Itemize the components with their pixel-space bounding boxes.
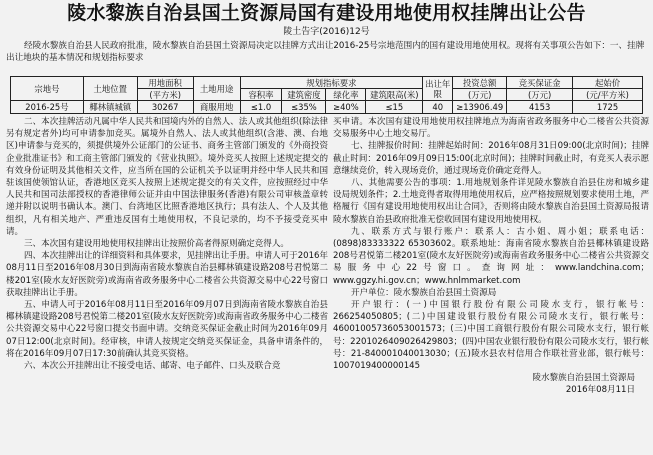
clause-7: 七、挂牌报价时间：挂牌起始时间：2016年08月31日09:00(北京时间)；挂牌截止时间：2016年09月09日15:00(北京时间)；挂牌时间截止时，有竞买人表示愿意继续竞价，转入现场竞价，通过现场竞价确定竞得人。 bbox=[333, 141, 649, 176]
clause-6: 六、本次公开挂牌出让不接受电话、邮寄、电子邮件、口头及联合竞 bbox=[24, 361, 281, 372]
table-row bbox=[11, 101, 643, 114]
cell-parcel-no: 2016-25号 bbox=[11, 101, 84, 114]
left-column bbox=[6, 116, 328, 453]
cell-term: 40 bbox=[423, 101, 453, 114]
cell-coverage: ≤35% bbox=[282, 101, 326, 114]
header-area-unit: (平方米) bbox=[137, 89, 193, 101]
header-start-price-unit: (元/平方米) bbox=[573, 89, 643, 101]
header-location: 土地位置 bbox=[83, 77, 137, 101]
header-coverage: 建筑密度 bbox=[282, 89, 326, 101]
header-planning: 规划指标要求 bbox=[240, 77, 423, 89]
cell-height: ≤15 bbox=[366, 101, 423, 114]
cell-use: 商服用地 bbox=[193, 101, 240, 114]
cell-location: 椰林镇城镇 bbox=[83, 101, 137, 114]
header-parcel-no: 宗地号 bbox=[11, 77, 84, 101]
clause-6-continued: 买申请。本次国有建设用地使用权挂牌地点为海南省政务服务中心二楼省公共资源交易服务中心土地交易厅。 bbox=[333, 117, 649, 140]
intro-paragraph: 经陵水黎族自治县人民政府批准，陵水黎族自治县国土资源局决定以挂牌方式出让2016-25号宗地范围内的国有建设用地使用权。现将有关事项公告如下：一、挂牌出让地块的基本情况和规划指标要求 bbox=[6, 41, 645, 63]
cell-area: 30267 bbox=[137, 101, 193, 114]
bank-accounts: 开户银行：(一)中国银行股份有限公司陵水支行，银行帐号：266254050805；(二)中国建设银行股份有限公司陵水支行，银行帐号：46001005736053001573；(三)中国工商银行股份有限公司陵水支行，银行帐号：2201026409026429803；(四)中国农业银行股份有限公司陵水支行，银行帐号：21-840001040013030；(五)陵水县农村信用合作联社营业部，银行帐号：1007019400000145 bbox=[333, 300, 649, 372]
header-area: 用地面积 bbox=[137, 77, 193, 89]
clause-9: 九、联系方式与银行账户：联系人：古小姐、周小姐；联系电话：(0898)83333322 65303602。联系地址：海南省陵水黎族自治县椰林镇建设路208号君悦第二楼201室(陵水友好医院旁)或海南省政务服务中心二楼省公共资源交易服务中心22号窗口。查询网址：www.landchina.com；www.ggzy.hi.gov.cn；www.hnlmmarket.com bbox=[333, 226, 649, 286]
clause-8: 八、其他需要公告的事项：1.用地规划条件详见陵水黎族自治县住房和城乡建设局规划条件；2.土地竞得者取得用地使用权后，应严格按照规划要求使用土地，严格履行《国有建设用地使用权出让合同》，否则将由陵水黎族自治县国土资源局报请陵水黎族自治县政府批准无偿收回国有建设用地使用权。 bbox=[333, 178, 649, 225]
signature-org: 陵水黎族自治县国土资源局 bbox=[532, 373, 635, 384]
right-column bbox=[333, 116, 649, 453]
header-density: 容积率 bbox=[240, 89, 282, 101]
document-number: 陵土告字(2016)12号 bbox=[283, 27, 370, 37]
cell-density: ≤1.0 bbox=[240, 101, 282, 114]
header-height: 建筑限高(米) bbox=[366, 89, 423, 101]
header-use: 土地用途 bbox=[193, 77, 240, 101]
clause-5: 五、申请人可于2016年08月11日至2016年09月07日到海南省陵水黎族自治县椰林镇建设路208号君悦第二楼201室(陵水友好医院旁)或海南省政务服务中心二楼省公共资源交易中心22号窗口提交书面申请。交纳竞买保证金截止时间为2016年09月07日12:00(北京时间)。经审核，申请人按规定交纳竞买保证金，具备申请条件的，将在2016年09月07日17:30前确认其竞买资格。 bbox=[6, 300, 328, 359]
clause-2: 二、本次挂牌活动凡属中华人民共和国境内外的自然人、法人或其他组织(除法律另有规定者外)均可申请参加竞买。属境外自然人、法人或其他组织(含港、澳、台地区)申请参与竞买的，须提供境外公证部门的公证书、商务主管部门颁发的《外商投资企业批准证书》和工商主管部门颁发的《营业执照》。境外竞买人按照上述规定提交的有效身份证明及其他相关文件，应当所在国的公证机关予以证明并经中华人民共和国驻该国使领馆认证，香港地区竞买人按照上述规定提交的有关文件，应按照经过中华人民共和国司法部授权的香港律师公证并由中国法律服务(香港)有限公司审核盖章转递并附以说明书确认本。澳门、台湾地区比照香港地区执行；具有法人、个人及其他组织，凡有相关地产、严重违反国有土地使用权，不良记录的，均不予接受竞买申请。 bbox=[6, 117, 328, 237]
cell-deposit: 4153 bbox=[507, 101, 573, 114]
account-holder: 开户单位：陵水黎族自治县国土资源局 bbox=[351, 287, 497, 298]
header-deposit-unit: (万元) bbox=[507, 89, 573, 101]
parcel-table bbox=[10, 76, 643, 114]
header-start-price: 起始价 bbox=[573, 77, 643, 89]
cell-investment: ≥13906.49 bbox=[453, 101, 507, 114]
clause-4: 四、本次挂牌出让的详细资料和具体要求，见挂牌出让手册。申请人可于2016年08月11日至2016年08月30日到海南省陵水黎族自治县椰林镇建设路208号君悦第二楼201室(陵水友好医院旁)或海南省政务服务中心二楼省公共资源交易中心22号窗口获取挂牌出让手册。 bbox=[6, 251, 328, 298]
header-term: 出让年限 bbox=[423, 77, 453, 101]
cell-start-price: 1725 bbox=[573, 101, 643, 114]
cell-green: ≥40% bbox=[326, 101, 366, 114]
page-title: 陵水黎族自治县国土资源局国有建设用地使用权挂牌出让公告 bbox=[67, 2, 586, 24]
header-green: 绿化率 bbox=[326, 89, 366, 101]
header-investment: 投资总额 bbox=[453, 77, 507, 89]
header-deposit: 竞买保证金 bbox=[507, 77, 573, 89]
signature-date: 2016年08月11日 bbox=[565, 385, 635, 396]
clause-3: 三、本次国有建设用地使用权挂牌出让按照价高者得原则确定竞得人。 bbox=[24, 239, 289, 250]
header-investment-unit: (万元) bbox=[453, 89, 507, 101]
